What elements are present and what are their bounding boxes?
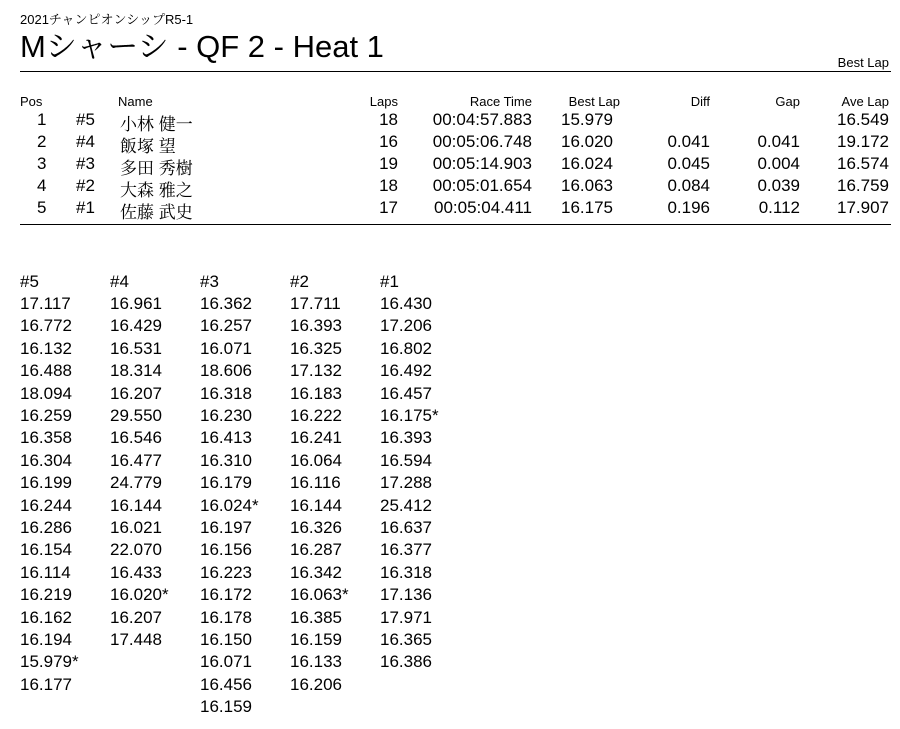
- cell-laps: 18: [379, 110, 398, 129]
- cell-race-time: 00:05:01.654: [432, 176, 532, 195]
- lap-time: 16.413: [200, 428, 252, 448]
- lap-time: 16.133: [290, 652, 342, 672]
- lap-time: 16.386: [380, 652, 432, 672]
- cell-diff: 0.196: [667, 198, 710, 217]
- cell-name: 佐藤 武史: [120, 203, 193, 222]
- lap-time: 16.546: [110, 428, 162, 448]
- lap-time: 16.172: [200, 585, 252, 605]
- lap-time: 16.358: [20, 428, 72, 448]
- lap-time: 16.304: [20, 450, 72, 470]
- lap-time: 16.492: [380, 361, 432, 381]
- col-name: Name: [118, 94, 153, 109]
- lap-time: 25.412: [380, 495, 432, 515]
- cell-gap: 0.004: [757, 154, 800, 173]
- lap-column-car: #1: [380, 272, 399, 291]
- lap-time: 16.206: [290, 674, 342, 694]
- lap-time: 16.071: [200, 652, 252, 672]
- cell-gap: 0.041: [757, 132, 800, 151]
- lap-time: 16.144: [290, 495, 342, 515]
- lap-time: 17.288: [380, 473, 432, 493]
- lap-time: 16.219: [20, 585, 72, 605]
- lap-time: 16.772: [20, 316, 72, 336]
- lap-time: 17.448: [110, 630, 162, 649]
- lap-time: 16.342: [290, 562, 342, 582]
- lap-time: 16.063*: [290, 585, 349, 605]
- col-laps: Laps: [369, 94, 398, 109]
- cell-gap: 0.112: [758, 198, 800, 217]
- cell-diff: 0.045: [667, 154, 710, 173]
- cell-best-lap: 15.979: [561, 110, 613, 129]
- lap-time: 16.429: [110, 316, 162, 336]
- table-row: [0, 154, 900, 176]
- cell-car: #1: [76, 198, 95, 217]
- cell-diff: 0.041: [667, 132, 710, 151]
- lap-time: 16.961: [110, 294, 162, 313]
- cell-pos: 2: [37, 132, 47, 151]
- lap-time: 16.064: [290, 450, 342, 470]
- lap-time: 16.377: [380, 540, 432, 560]
- lap-time: 16.385: [290, 607, 342, 627]
- lap-time: 16.177: [20, 674, 72, 694]
- lap-time: 16.259: [20, 406, 72, 425]
- cell-race-time: 00:04:57.883: [432, 110, 532, 129]
- lap-time: 24.779: [110, 473, 162, 493]
- lap-time: 16.594: [380, 450, 432, 470]
- cell-gap: 0.039: [757, 176, 800, 195]
- cell-pos: 1: [37, 110, 47, 129]
- section-divider: [20, 224, 891, 225]
- cell-ave-lap: 16.549: [837, 110, 889, 129]
- lap-time: 16.393: [380, 428, 432, 448]
- cell-diff: 0.084: [667, 176, 710, 195]
- lap-time: 16.257: [200, 316, 252, 336]
- lap-time: 16.244: [20, 495, 72, 515]
- col-pos: Pos: [20, 94, 43, 109]
- lap-time: 18.094: [20, 383, 72, 403]
- lap-time: 16.071: [200, 338, 252, 358]
- table-row: [0, 132, 900, 154]
- cell-race-time: 00:05:06.748: [432, 132, 532, 151]
- lap-time: 16.223: [200, 562, 252, 582]
- lap-time: 16.144: [110, 495, 162, 515]
- lap-time: 16.159: [290, 630, 342, 649]
- lap-time: 16.457: [380, 383, 432, 403]
- lap-time: 16.531: [110, 338, 162, 358]
- lap-column-car: #3: [200, 272, 219, 291]
- lap-time: 16.175*: [380, 406, 439, 425]
- cell-name: 多田 秀樹: [120, 159, 193, 178]
- cell-laps: 16: [379, 132, 398, 151]
- lap-time: 16.230: [200, 406, 252, 425]
- lap-time: 17.132: [290, 361, 342, 381]
- lap-time: 16.488: [20, 361, 72, 381]
- lap-time: 16.156: [200, 540, 252, 560]
- lap-time: 16.430: [380, 294, 432, 313]
- lap-time: 16.477: [110, 450, 162, 470]
- cell-race-time: 00:05:14.903: [432, 154, 532, 173]
- best-lap-label: Best Lap: [837, 55, 889, 70]
- cell-ave-lap: 19.172: [837, 132, 889, 151]
- lap-time: 16.433: [110, 562, 162, 582]
- lap-time: 16.154: [20, 540, 72, 560]
- lap-time: 16.241: [290, 428, 342, 448]
- lap-time: 16.456: [200, 674, 252, 694]
- cell-pos: 4: [37, 176, 47, 195]
- lap-time: 16.179: [200, 473, 252, 493]
- cell-pos: 3: [37, 154, 47, 173]
- lap-time: 16.637: [380, 518, 432, 537]
- cell-laps: 17: [379, 198, 398, 217]
- lap-time: 17.136: [380, 585, 432, 605]
- lap-time: 16.197: [200, 518, 252, 537]
- lap-time: 18.314: [110, 361, 162, 381]
- page-title: Mシャーシ - QF 2 - Heat 1: [20, 29, 384, 64]
- cell-race-time: 00:05:04.411: [434, 198, 532, 217]
- col-race-time: Race Time: [469, 94, 532, 109]
- lap-time: 16.310: [200, 450, 252, 470]
- lap-column-car: #4: [110, 272, 129, 291]
- col-best-lap: Best Lap: [568, 94, 620, 109]
- cell-name: 小林 健一: [120, 115, 193, 134]
- lap-time: 16.116: [290, 473, 341, 493]
- col-gap: Gap: [775, 94, 800, 109]
- table-row: [0, 198, 900, 220]
- lap-time: 15.979*: [20, 652, 79, 672]
- cell-ave-lap: 17.907: [837, 198, 889, 217]
- lap-time: 16.365: [380, 630, 432, 649]
- lap-time: 16.207: [110, 607, 162, 627]
- lap-time: 16.159: [200, 697, 252, 717]
- col-diff: Diff: [690, 94, 710, 109]
- event-subtitle: 2021チャンピオンシップR5-1: [20, 12, 194, 27]
- cell-name: 飯塚 望: [120, 137, 176, 156]
- cell-ave-lap: 16.759: [837, 176, 889, 195]
- cell-laps: 19: [379, 154, 398, 173]
- cell-pos: 5: [37, 198, 47, 217]
- lap-time: 16.114: [20, 562, 71, 582]
- cell-best-lap: 16.024: [561, 154, 613, 173]
- lap-time: 16.207: [110, 383, 162, 403]
- cell-car: #3: [76, 154, 95, 173]
- lap-time: 17.117: [20, 294, 71, 313]
- lap-time: 16.020*: [110, 585, 169, 605]
- table-row: [0, 110, 900, 132]
- lap-time: 16.393: [290, 316, 342, 336]
- cell-name: 大森 雅之: [120, 181, 193, 200]
- lap-column-car: #2: [290, 272, 309, 291]
- lap-time: 17.206: [380, 316, 432, 336]
- col-ave-lap: Ave Lap: [841, 94, 889, 109]
- lap-time: 16.178: [200, 607, 252, 627]
- lap-time: 16.362: [200, 294, 252, 313]
- lap-time: 16.150: [200, 630, 252, 649]
- cell-best-lap: 16.063: [561, 176, 613, 195]
- lap-time: 16.287: [290, 540, 342, 560]
- lap-time: 16.162: [20, 607, 72, 627]
- cell-car: #2: [76, 176, 95, 195]
- lap-time: 16.286: [20, 518, 72, 537]
- lap-time: 16.132: [20, 338, 72, 358]
- lap-time: 22.070: [110, 540, 162, 560]
- lap-time: 17.971: [380, 607, 432, 627]
- lap-time: 16.199: [20, 473, 72, 493]
- lap-time: 29.550: [110, 406, 162, 425]
- lap-time: 16.194: [20, 630, 72, 649]
- table-row: [0, 176, 900, 198]
- cell-ave-lap: 16.574: [837, 154, 889, 173]
- lap-time: 16.318: [200, 383, 252, 403]
- lap-time: 16.802: [380, 338, 432, 358]
- lap-time: 16.318: [380, 562, 432, 582]
- cell-car: #4: [76, 132, 95, 151]
- lap-time: 17.711: [290, 294, 341, 313]
- top-divider: [20, 71, 891, 72]
- lap-time: 16.021: [110, 518, 162, 537]
- lap-time: 16.222: [290, 406, 342, 425]
- lap-time: 16.183: [290, 383, 342, 403]
- lap-time: 16.325: [290, 338, 342, 358]
- cell-best-lap: 16.020: [561, 132, 613, 151]
- cell-best-lap: 16.175: [561, 198, 613, 217]
- lap-time: 16.326: [290, 518, 342, 537]
- lap-time: 18.606: [200, 361, 252, 381]
- cell-car: #5: [76, 110, 95, 129]
- cell-laps: 18: [379, 176, 398, 195]
- lap-time: 16.024*: [200, 495, 259, 515]
- lap-column-car: #5: [20, 272, 39, 291]
